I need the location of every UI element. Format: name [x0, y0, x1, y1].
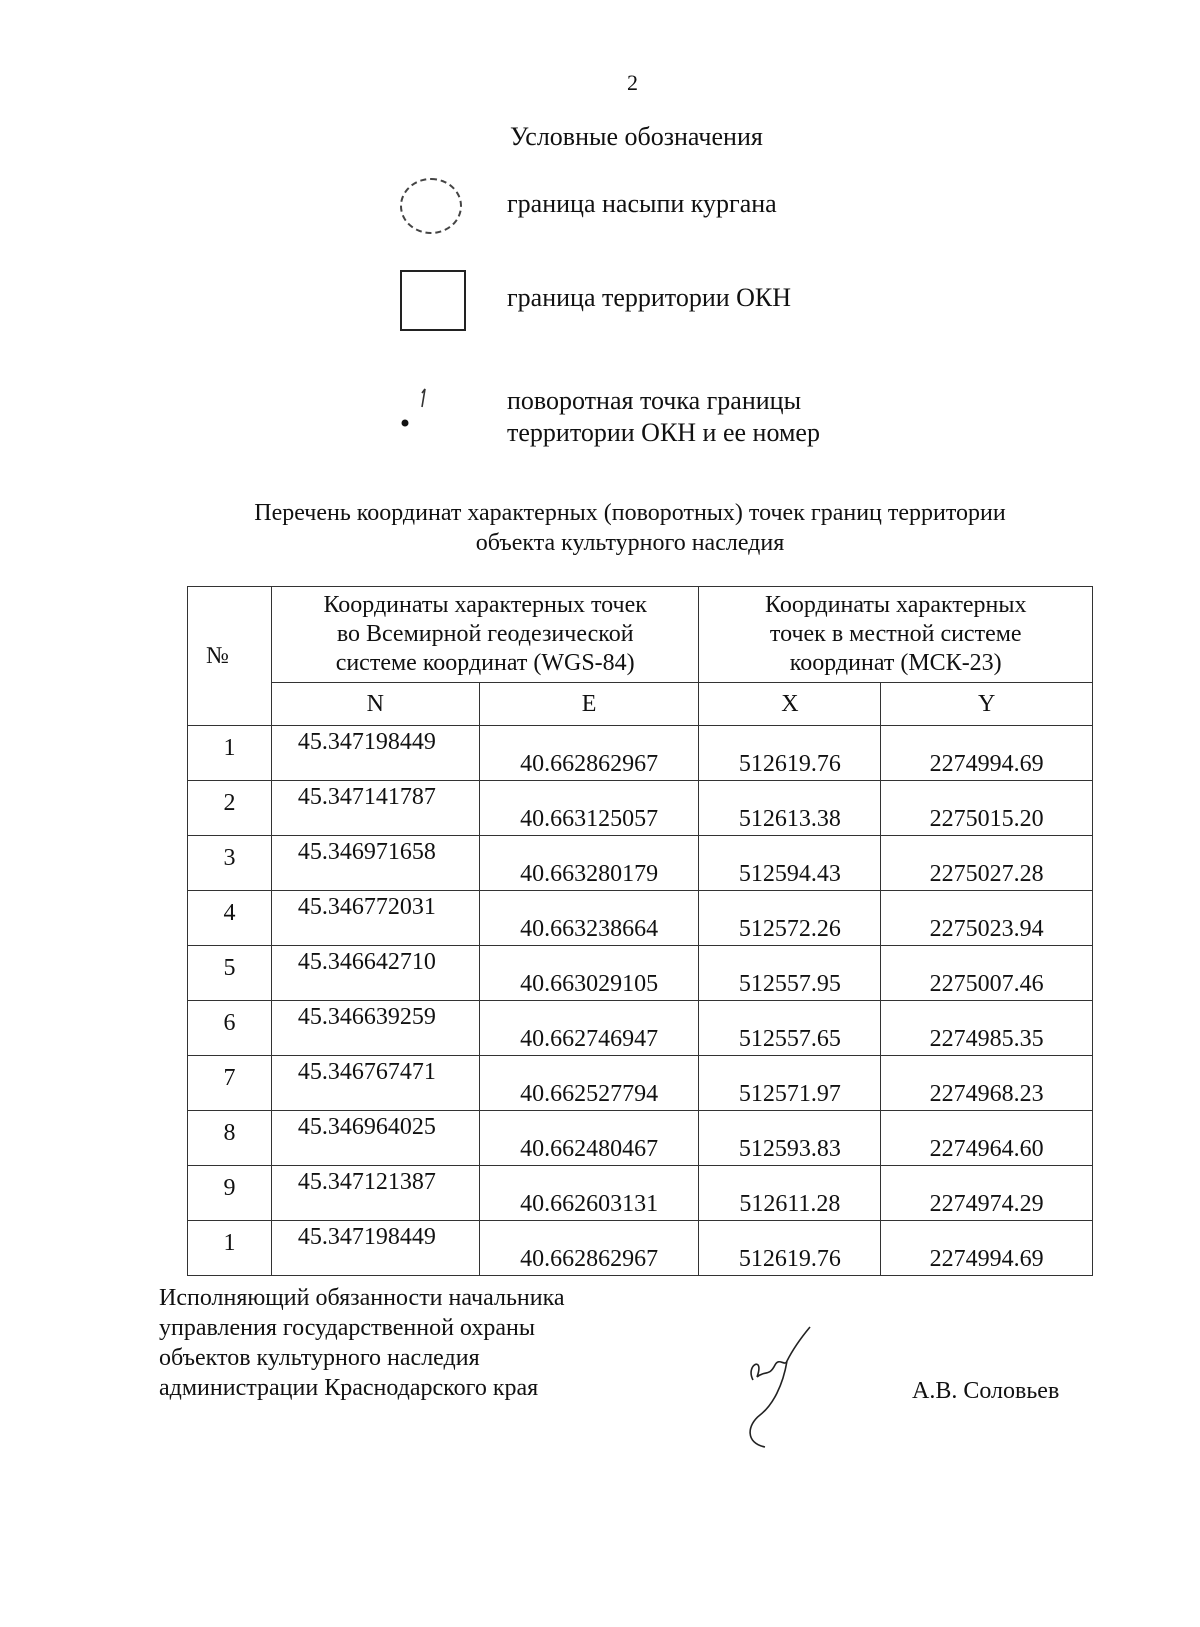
cell-point-number: 6	[188, 1001, 272, 1056]
coordinates-list-caption	[180, 498, 1080, 558]
cell-point-number: 4	[188, 891, 272, 946]
cell-longitude: 40.663029105	[479, 946, 699, 1001]
cell-point-number: 5	[188, 946, 272, 1001]
position-line-1: Исполняющий обязанности начальника	[159, 1285, 565, 1311]
column-group-msk23	[699, 587, 1093, 683]
cell-latitude: 45.346964025	[271, 1111, 479, 1166]
cell-latitude: 45.346639259	[271, 1001, 479, 1056]
cell-y: 2274974.29	[881, 1166, 1093, 1221]
group-header-line: точек в местной системе	[769, 621, 1022, 647]
cell-latitude: 45.346767471	[271, 1056, 479, 1111]
group-header-line: Координаты характерных	[765, 592, 1027, 618]
legend-item-label-line-1: поворотная точка границы	[507, 386, 802, 415]
cell-y: 2274994.69	[881, 1221, 1093, 1276]
cell-x: 512571.97	[699, 1056, 881, 1111]
cell-x: 512613.38	[699, 781, 881, 836]
handwritten-signature	[735, 1325, 825, 1455]
coordinates-table	[187, 586, 1093, 1276]
table-row	[188, 1056, 1093, 1111]
cell-y: 2274994.69	[881, 726, 1093, 781]
table-body	[188, 726, 1093, 1276]
cell-x: 512593.83	[699, 1111, 881, 1166]
table-row	[188, 726, 1093, 781]
position-line-4: администрации Краснодарского края	[159, 1375, 539, 1401]
page-number: 2	[627, 70, 638, 95]
table-row	[188, 891, 1093, 946]
signatory-name: А.В. Соловьев	[912, 1378, 1060, 1404]
cell-y: 2275007.46	[881, 946, 1093, 1001]
table-header-row	[188, 587, 1093, 683]
cell-longitude: 40.662527794	[479, 1056, 699, 1111]
cell-latitude: 45.346971658	[271, 836, 479, 891]
position-line-2: управления государственной охраны	[159, 1315, 535, 1341]
cell-point-number: 8	[188, 1111, 272, 1166]
cell-x: 512619.76	[699, 1221, 881, 1276]
cell-longitude: 40.663280179	[479, 836, 699, 891]
column-header-x: X	[699, 683, 881, 726]
table-row	[188, 781, 1093, 836]
cell-x: 512572.26	[699, 891, 881, 946]
legend-item-label: граница насыпи кургана	[507, 189, 777, 218]
cell-longitude: 40.662480467	[479, 1111, 699, 1166]
cell-point-number: 1	[188, 1221, 272, 1276]
cell-point-number: 3	[188, 836, 272, 891]
cell-longitude: 40.662862967	[479, 1221, 699, 1276]
cell-y: 2274964.60	[881, 1111, 1093, 1166]
square-outline-icon	[400, 270, 466, 331]
table-subheader-row	[188, 683, 1093, 726]
cell-latitude: 45.347198449	[271, 1221, 479, 1276]
cell-point-number: 1	[188, 726, 272, 781]
turning-point-icon	[400, 385, 430, 435]
cell-point-number: 7	[188, 1056, 272, 1111]
legend-title: Условные обозначения	[510, 122, 763, 151]
table-row	[188, 1001, 1093, 1056]
table-row	[188, 946, 1093, 1001]
table-row	[188, 1221, 1093, 1276]
cell-latitude: 45.347121387	[271, 1166, 479, 1221]
cell-y: 2274985.35	[881, 1001, 1093, 1056]
column-header-e: E	[479, 683, 699, 726]
group-header-line: координат (МСК-23)	[789, 650, 1002, 676]
cell-longitude: 40.663238664	[479, 891, 699, 946]
column-header-y: Y	[881, 683, 1093, 726]
cell-latitude: 45.347141787	[271, 781, 479, 836]
cell-longitude: 40.662746947	[479, 1001, 699, 1056]
cell-point-number: 2	[188, 781, 272, 836]
cell-x: 512557.65	[699, 1001, 881, 1056]
cell-x: 512619.76	[699, 726, 881, 781]
caption-line-1: Перечень координат характерных (поворотных) точек границ территории	[254, 500, 1006, 526]
legend-item-label	[507, 385, 820, 449]
group-header-line: во Всемирной геодезической	[336, 621, 634, 647]
position-line-3: объектов культурного наследия	[159, 1345, 480, 1371]
column-header-number: №	[188, 587, 272, 726]
caption-line-2: объекта культурного наследия	[475, 530, 785, 556]
cell-y: 2275015.20	[881, 781, 1093, 836]
signatory-position	[159, 1283, 565, 1403]
table-row	[188, 836, 1093, 891]
legend-item-label-line-2: территории ОКН и ее номер	[507, 418, 820, 447]
cell-longitude: 40.662862967	[479, 726, 699, 781]
column-header-n: N	[271, 683, 479, 726]
cell-x: 512611.28	[699, 1166, 881, 1221]
column-group-wgs84	[271, 587, 699, 683]
table-row	[188, 1111, 1093, 1166]
legend-item-label: граница территории ОКН	[507, 283, 792, 312]
dashed-circle-icon	[400, 178, 462, 234]
cell-latitude: 45.346642710	[271, 946, 479, 1001]
cell-x: 512557.95	[699, 946, 881, 1001]
cell-longitude: 40.663125057	[479, 781, 699, 836]
group-header-line: Координаты характерных точек	[323, 592, 647, 618]
cell-y: 2275023.94	[881, 891, 1093, 946]
cell-y: 2275027.28	[881, 836, 1093, 891]
cell-point-number: 9	[188, 1166, 272, 1221]
table-row	[188, 1166, 1093, 1221]
cell-x: 512594.43	[699, 836, 881, 891]
group-header-line: системе координат (WGS-84)	[335, 650, 635, 676]
cell-latitude: 45.347198449	[271, 726, 479, 781]
cell-longitude: 40.662603131	[479, 1166, 699, 1221]
cell-latitude: 45.346772031	[271, 891, 479, 946]
cell-y: 2274968.23	[881, 1056, 1093, 1111]
